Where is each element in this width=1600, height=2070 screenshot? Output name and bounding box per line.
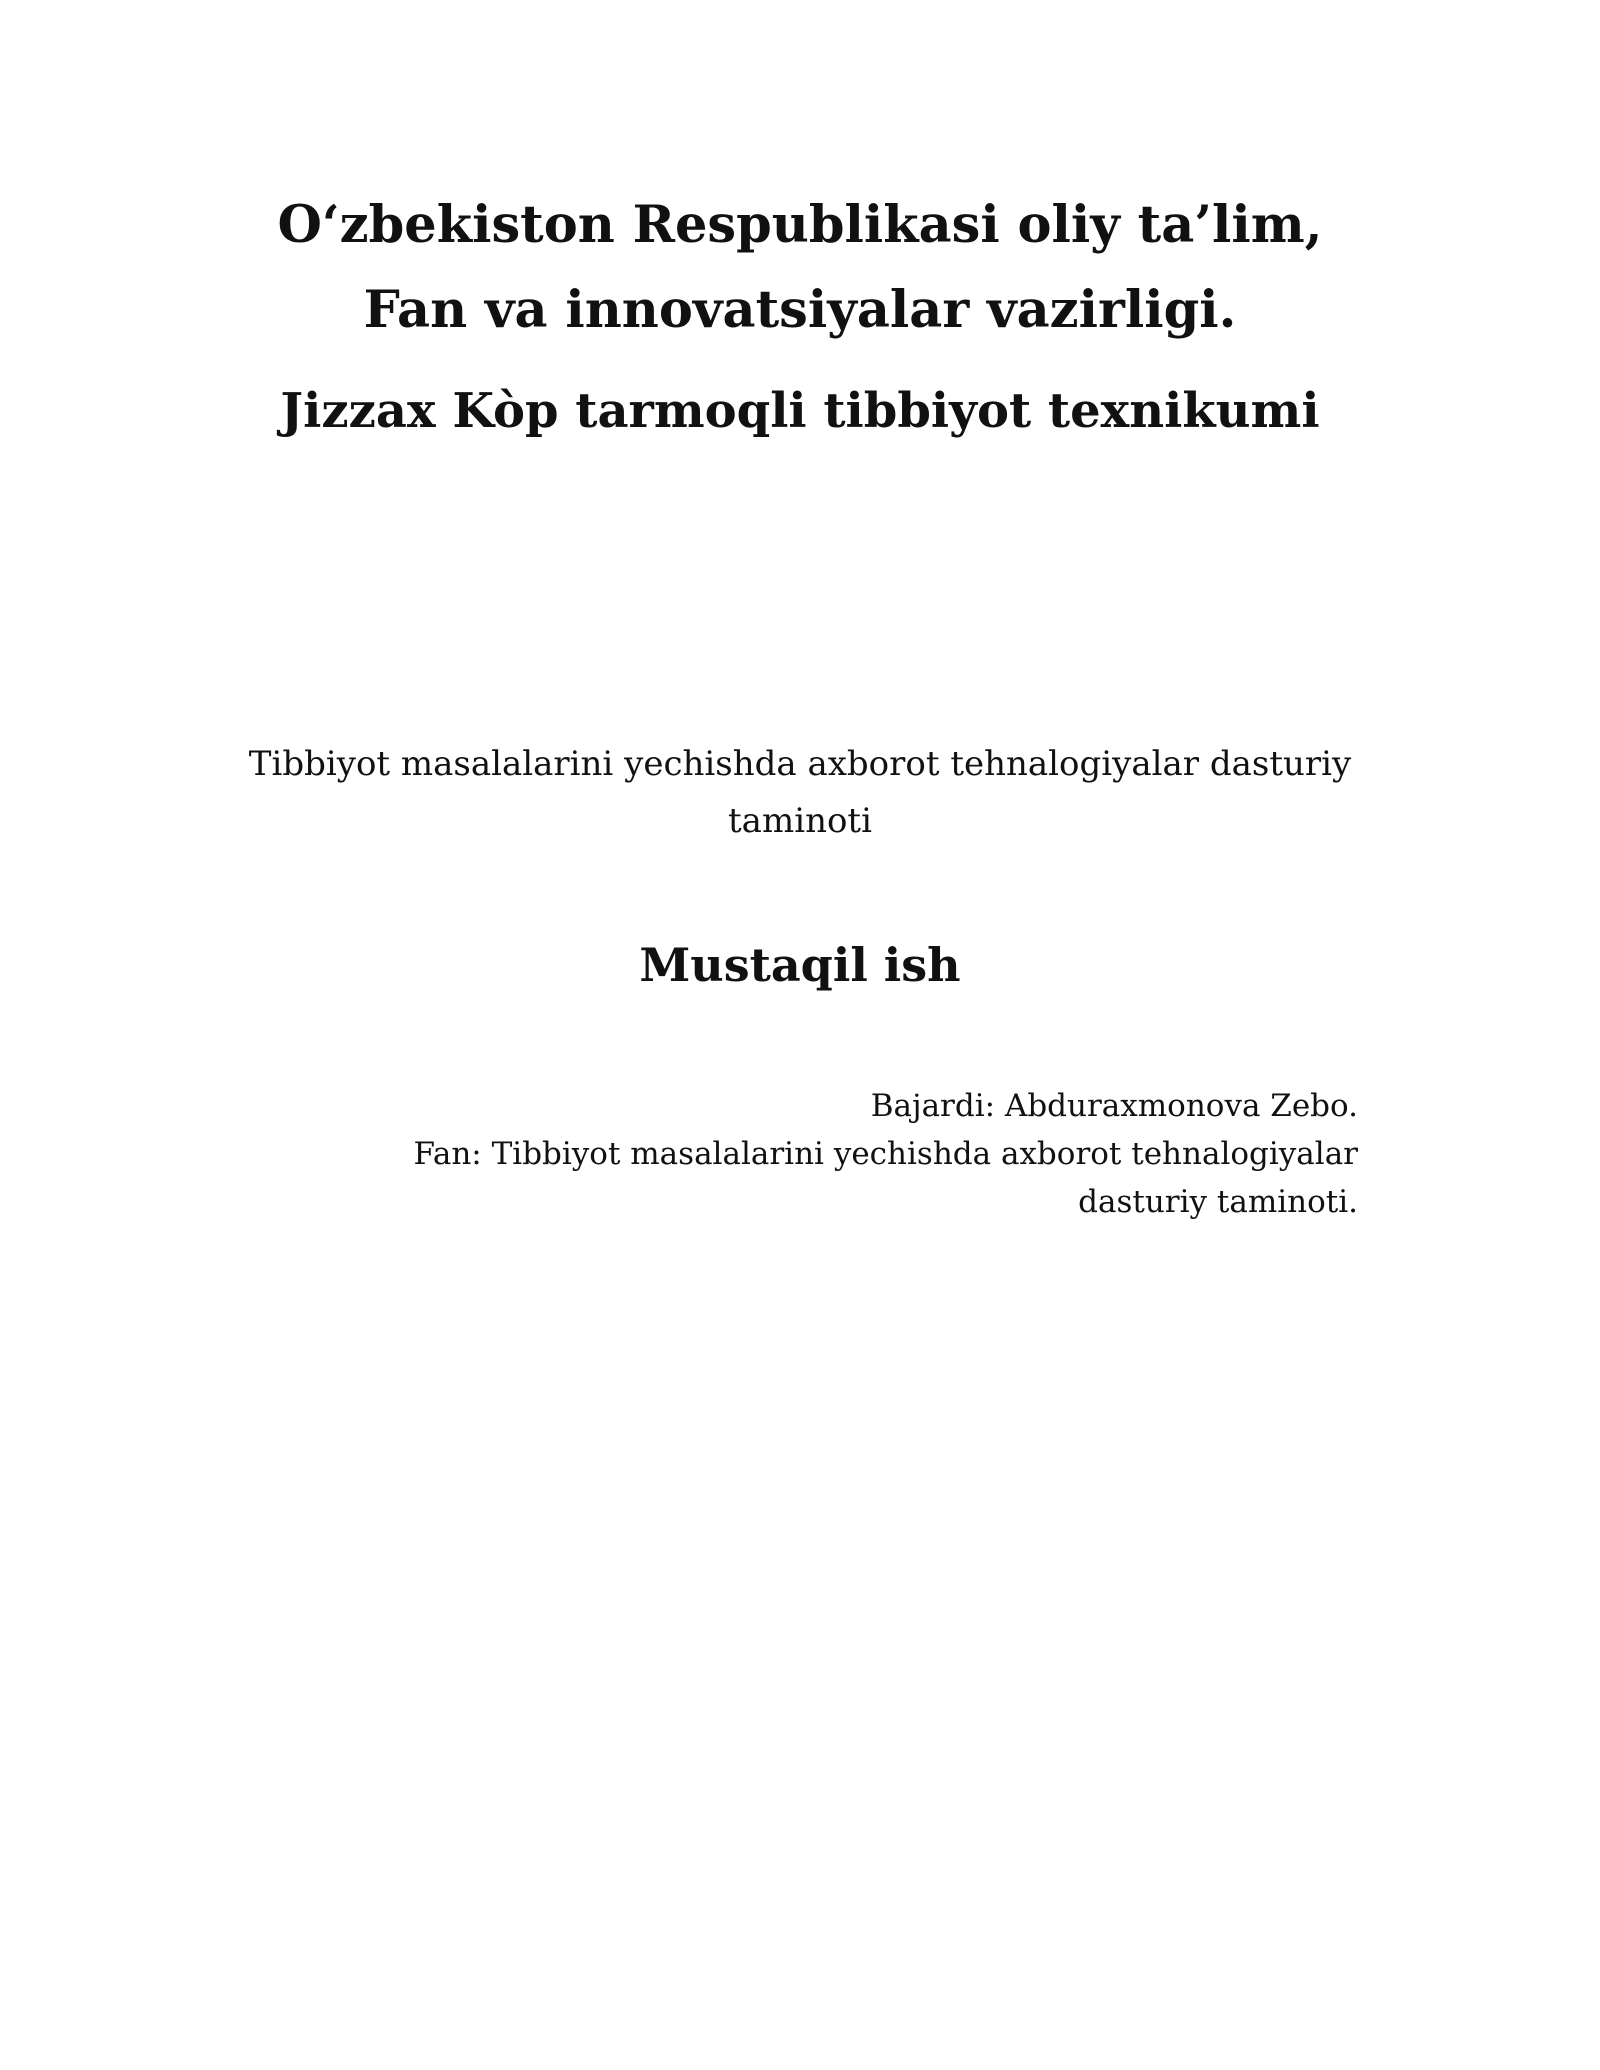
author-info-block xyxy=(300,1082,1358,1226)
ministry-title-line-1: O‘zbekiston Respublikasi oliy ta’lim, xyxy=(277,195,1323,255)
performed-by-line: Bajardi: Abduraxmonova Zebo. xyxy=(870,1088,1358,1124)
subject-line: Fan: Tibbiyot masalalarini yechishda axborot tehnalogiyalar dasturiy taminoti. xyxy=(413,1136,1358,1220)
ministry-title-line-2: Fan va innovatsiyalar vazirligi. xyxy=(363,280,1237,340)
subject-title: Tibbiyot masalalarini yechishda axborot tehnalogiyalar dasturiy taminoti xyxy=(248,744,1352,841)
college-name: Jizzax Kòp tarmoqli tibbiyot texnikumi xyxy=(280,383,1320,439)
work-type-title: Mustaqil ish xyxy=(639,938,961,992)
